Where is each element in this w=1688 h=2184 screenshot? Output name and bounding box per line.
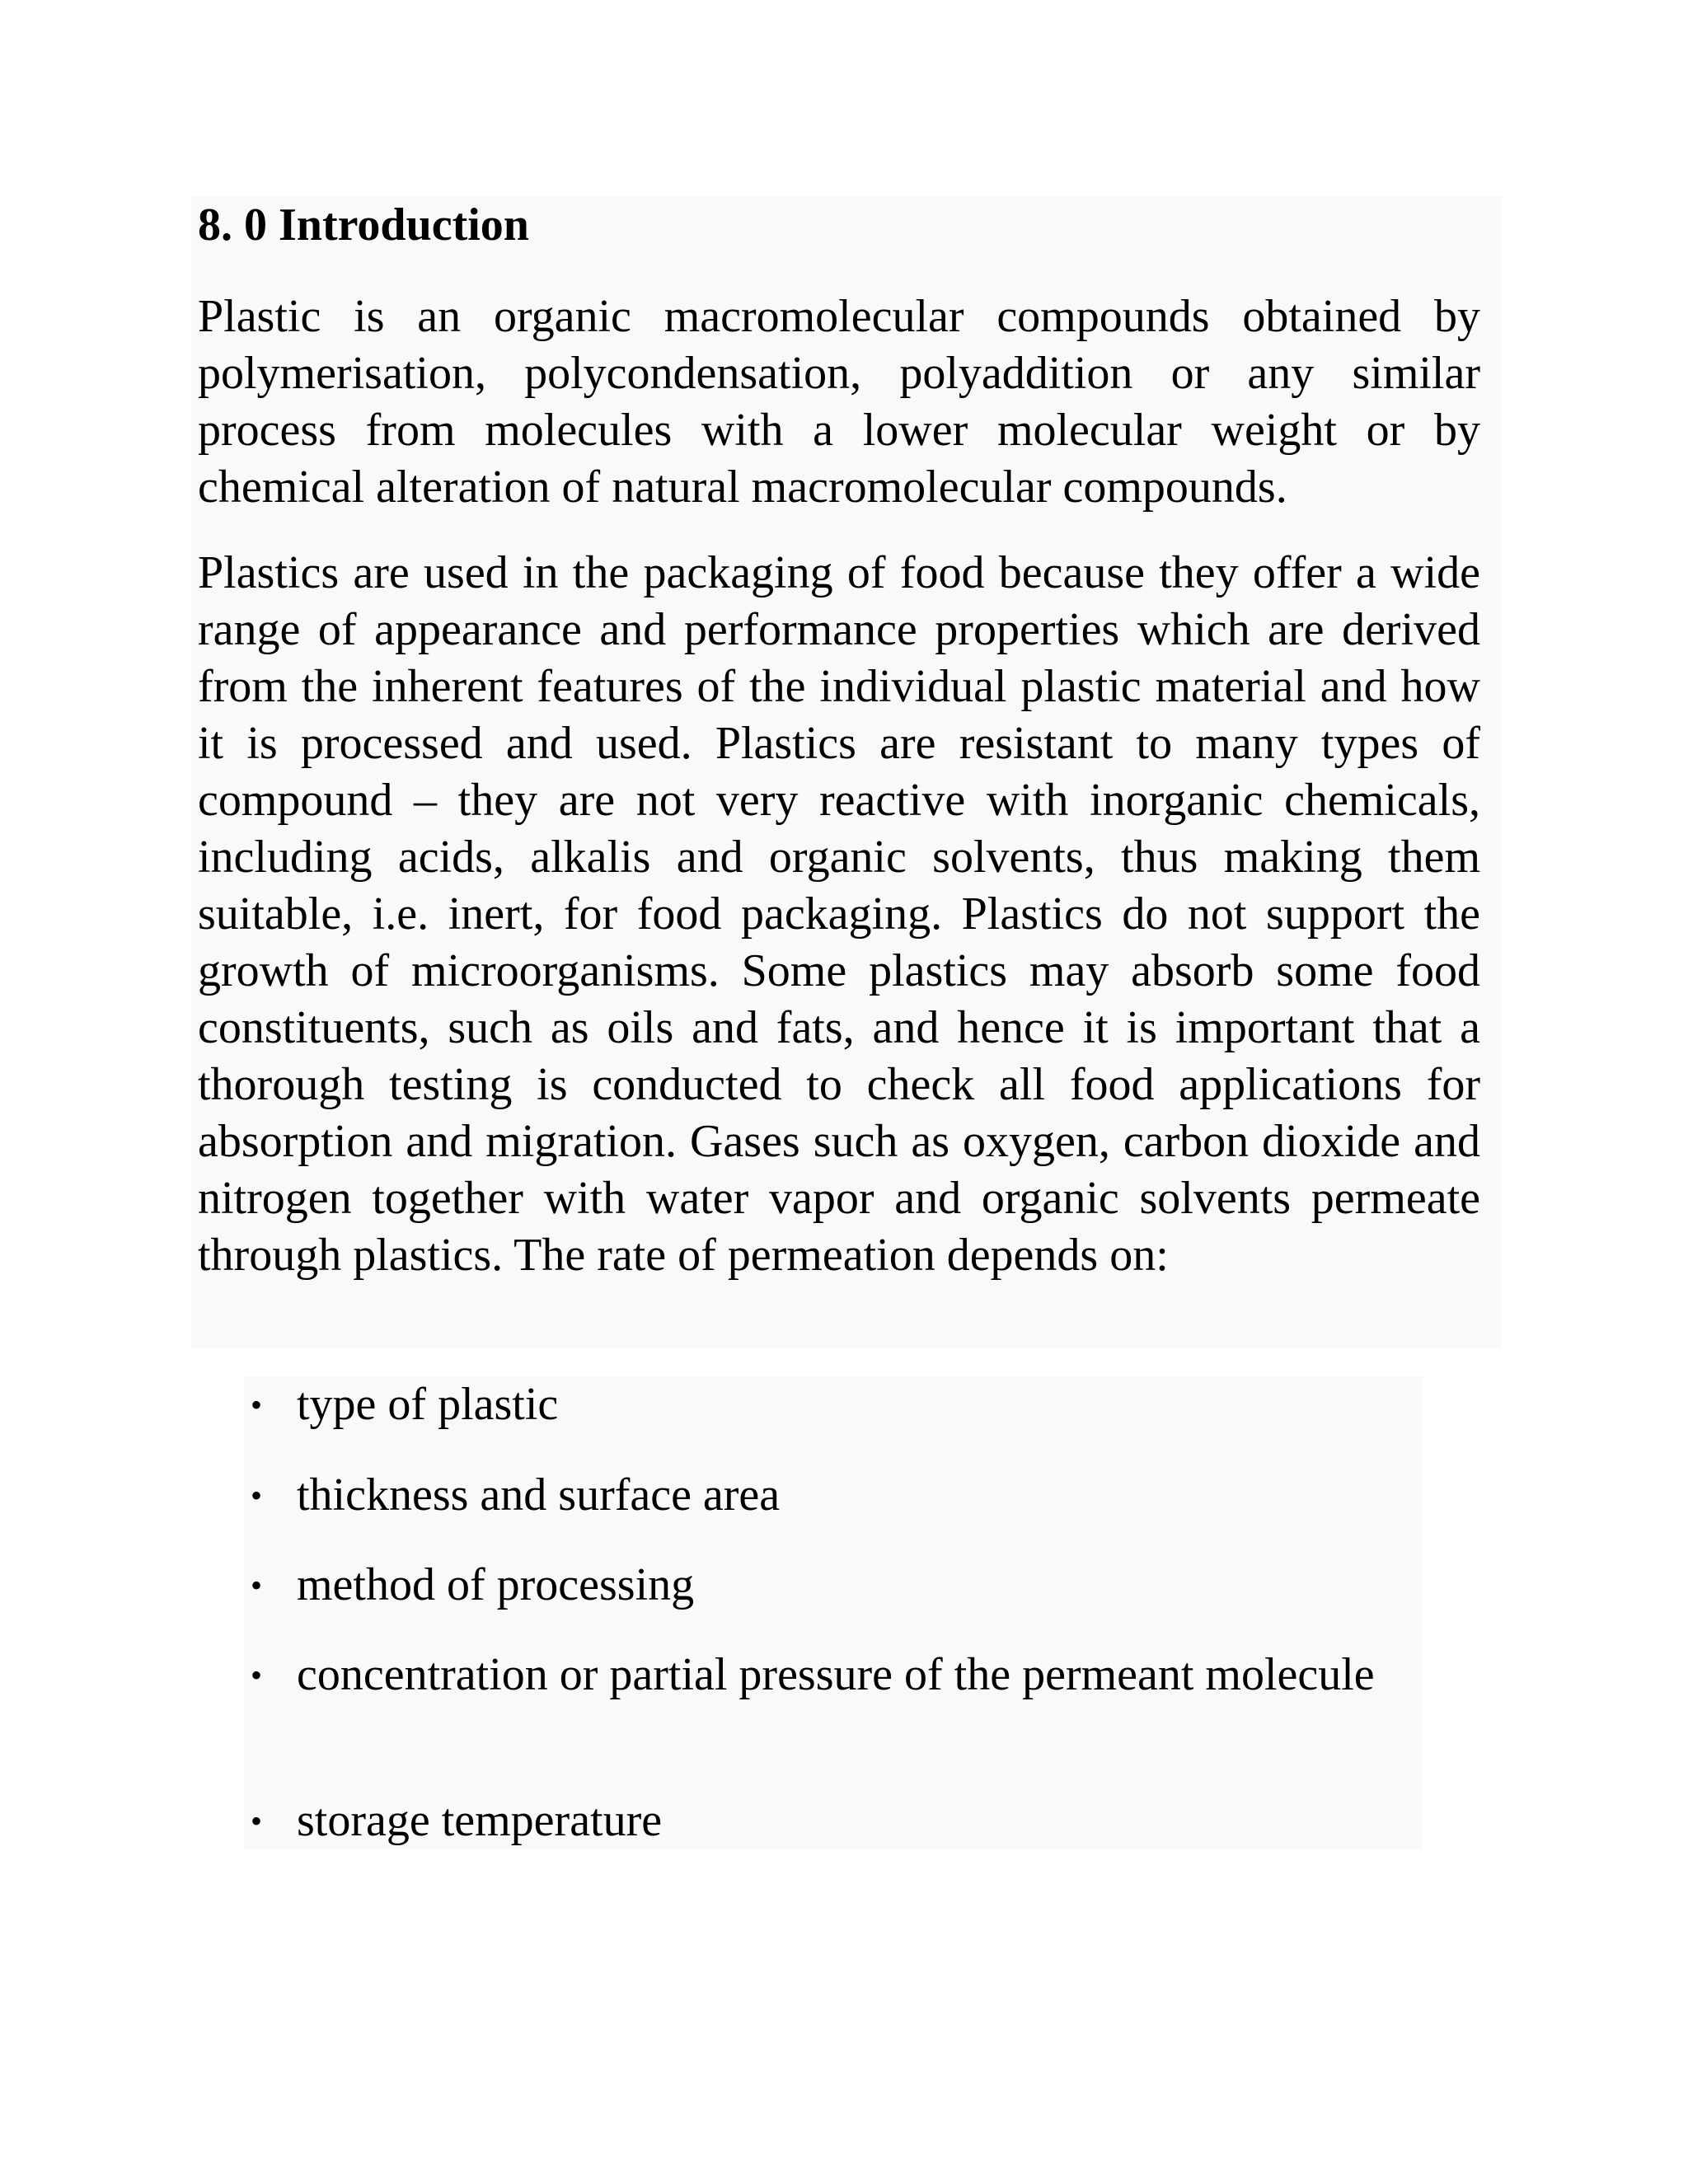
bullet-icon: • bbox=[251, 1802, 263, 1840]
paragraph-packaging-properties: Plastics are used in the packaging of food because they offer a wide range of appearance and performance properties which are derived from the inherent features of the individual plastic material and how it is processed and used. Plastics are resistant to many types of compound – they are not very reactive with inorganic chemicals, including acids, alkalis and organic solvents, thus making them suitable, i.e. inert, for food packaging. Plastics do not support the growth of microorganisms. Some plastics may absorb some food constituents, such as oils and fats, and hence it is important that a thorough testing is conducted to check all food applications for absorption and migration. Gases such as oxygen, carbon dioxide and nitrogen together with water vapor and organic solvents permeate through plastics. The rate of permeation depends on: bbox=[198, 547, 1480, 1281]
paragraph-definition: Plastic is an organic macromolecular compounds obtained by polymerisation, polycondensation, polyaddition or any similar process from molecules with a lower molecular weight or by chemical alteration of natural macromolecular compounds. bbox=[198, 291, 1480, 513]
section-heading: 8. 0 Introduction bbox=[198, 199, 529, 251]
list-item-text: thickness and surface area bbox=[297, 1469, 781, 1521]
list-item-text: method of processing bbox=[297, 1559, 695, 1610]
list-item-text: type of plastic bbox=[297, 1379, 559, 1430]
bullet-icon: • bbox=[251, 1567, 263, 1604]
bullet-icon: • bbox=[251, 1386, 263, 1423]
bullet-icon: • bbox=[251, 1657, 263, 1694]
bullet-icon: • bbox=[251, 1477, 263, 1514]
list-item-text: storage temperature bbox=[297, 1795, 663, 1846]
list-item-text: concentration or partial pressure of the permeant molecule bbox=[297, 1649, 1375, 1700]
